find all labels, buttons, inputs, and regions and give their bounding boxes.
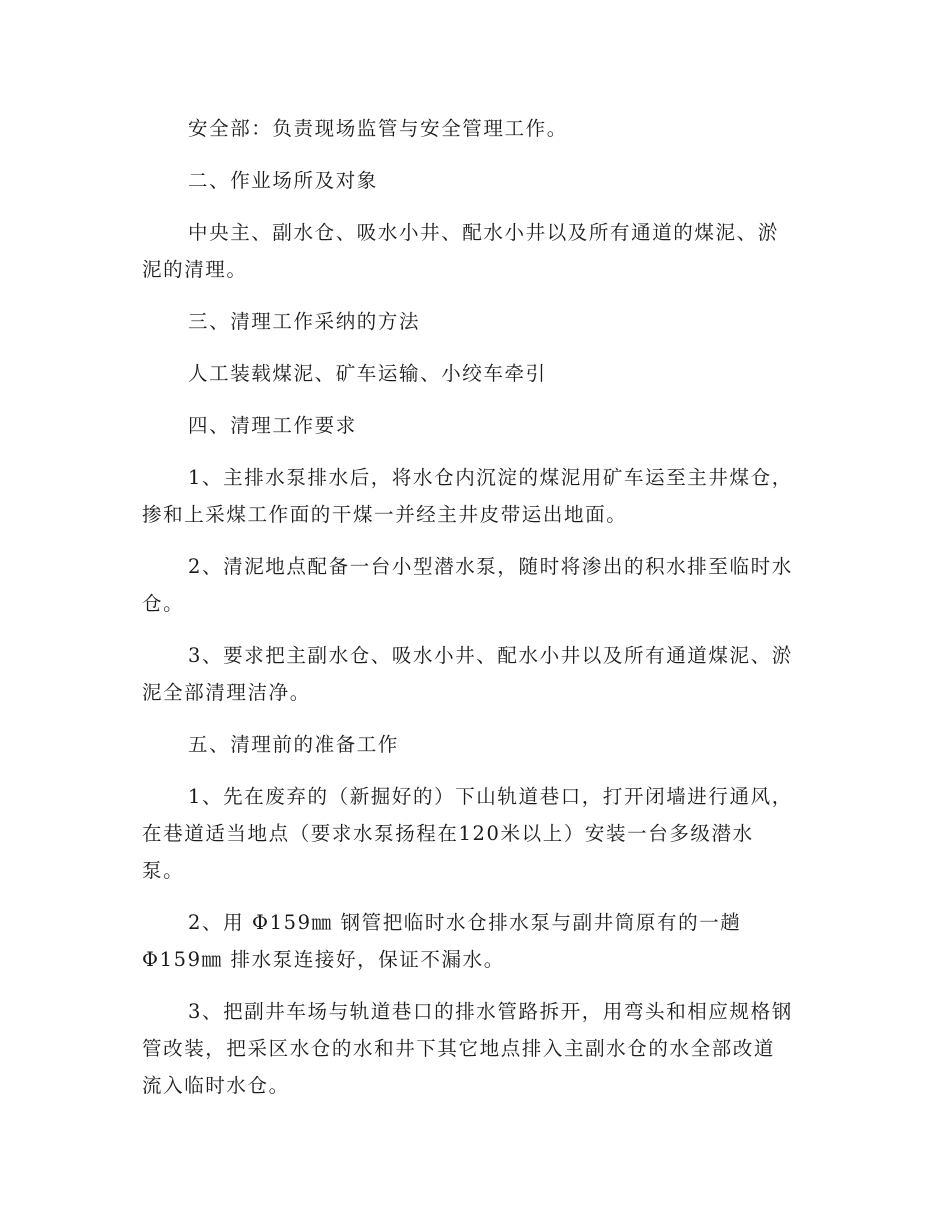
document-body <box>142 110 807 1104</box>
text-line: 泥的清理。 <box>142 258 248 281</box>
text-line: 五、清理前的准备工作 <box>188 733 400 756</box>
text-line: Φ159㎜ 排水泵连接好，保证不漏水。 <box>142 948 505 971</box>
text-line: 在巷道适当地点（要求水泵扬程在120米以上）安装一台多级潜水 <box>142 822 754 845</box>
text-line: 3、把副井车场与轨道巷口的排水管路拆开，用弯头和相应规格钢 <box>188 1000 793 1023</box>
heading-requirements <box>142 407 807 444</box>
text-line: 四、清理工作要求 <box>188 414 357 437</box>
text-line: 掺和上采煤工作面的干煤一并经主井皮带运出地面。 <box>142 503 628 526</box>
requirement-item-2 <box>142 548 807 622</box>
text-line: 1、主排水泵排水后，将水仓内沉淀的煤泥用矿车运至主井煤仓， <box>188 466 793 489</box>
preparation-item-3 <box>142 993 807 1104</box>
heading-preparation <box>142 726 807 763</box>
paragraph-safety-dept <box>142 110 807 147</box>
requirement-item-3 <box>142 637 807 711</box>
text-line: 1、先在废弃的（新掘好的）下山轨道巷口，打开闭墙进行通风， <box>188 785 793 808</box>
text-line: 2、清泥地点配备一台小型潜水泵，随时将渗出的积水排至临时水 <box>188 555 793 578</box>
preparation-item-2 <box>142 904 807 978</box>
text-line: 中央主、副水仓、吸水小井、配水小井以及所有通道的煤泥、淤 <box>188 221 779 244</box>
heading-method <box>142 303 807 340</box>
text-line: 管改装，把采区水仓的水和井下其它地点排入主副水仓的水全部改道 <box>142 1037 776 1060</box>
paragraph-work-site <box>142 214 807 288</box>
text-line: 三、清理工作采纳的方法 <box>188 310 421 333</box>
text-line: 3、要求把主副水仓、吸水小井、配水小井以及所有通道煤泥、淤 <box>188 644 793 667</box>
requirement-item-1 <box>142 459 807 533</box>
text-line: 泵。 <box>142 859 185 882</box>
text-line: 泥全部清理洁净。 <box>142 681 311 704</box>
text-line: 仓。 <box>142 592 185 615</box>
text-line: 流入临时水仓。 <box>142 1074 290 1097</box>
heading-work-site <box>142 162 807 199</box>
text-line: 人工装载煤泥、矿车运输、小绞车牵引 <box>188 362 547 385</box>
paragraph-method <box>142 355 807 392</box>
preparation-item-1 <box>142 778 807 889</box>
text-line: 二、作业场所及对象 <box>188 169 378 192</box>
text-line: 安全部：负责现场监管与安全管理工作。 <box>188 117 568 140</box>
text-line: 2、用 Φ159㎜ 钢管把临时水仓排水泵与副井筒原有的一趟 <box>188 911 742 934</box>
